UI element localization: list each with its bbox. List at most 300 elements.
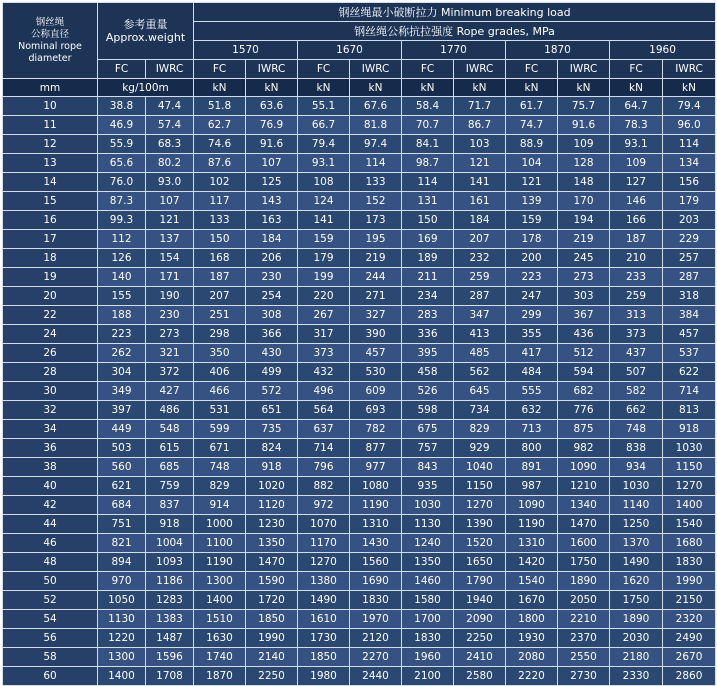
value-cell: 1080	[350, 477, 402, 496]
value-cell: 219	[350, 249, 402, 268]
diameter-cell: 12	[3, 135, 98, 154]
value-cell: 397	[98, 401, 146, 420]
value-cell: 1610	[298, 610, 350, 629]
value-cell: 1030	[663, 439, 716, 458]
value-cell: 287	[663, 268, 716, 287]
value-cell: 88.9	[506, 135, 558, 154]
table-row	[3, 477, 716, 496]
value-cell: 759	[146, 477, 194, 496]
value-cell: 230	[146, 306, 194, 325]
value-cell: 430	[246, 344, 298, 363]
value-cell: 693	[350, 401, 402, 420]
value-cell: 190	[146, 287, 194, 306]
value-cell: 189	[402, 249, 454, 268]
rope-grades-header: 钢丝绳公称抗拉强度 Rope grades, MPa	[194, 22, 716, 41]
value-cell: 317	[298, 325, 350, 344]
table-row	[3, 325, 716, 344]
table-row	[3, 401, 716, 420]
value-cell: 1030	[402, 496, 454, 515]
table-header	[3, 3, 716, 97]
unit-kn: kN	[402, 79, 454, 97]
value-cell: 93.0	[146, 173, 194, 192]
value-cell: 109	[610, 154, 663, 173]
table-row	[3, 553, 716, 572]
value-cell: 2150	[663, 591, 716, 610]
value-cell: 829	[454, 420, 506, 439]
diameter-cell: 34	[3, 420, 98, 439]
value-cell: 432	[298, 363, 350, 382]
value-cell: 838	[610, 439, 663, 458]
value-cell: 71.7	[454, 97, 506, 116]
value-cell: 146	[610, 192, 663, 211]
value-cell: 220	[298, 287, 350, 306]
unit-kn: kN	[350, 79, 402, 97]
value-cell: 1100	[194, 534, 246, 553]
value-cell: 121	[506, 173, 558, 192]
value-cell: 87.3	[98, 192, 146, 211]
value-cell: 168	[194, 249, 246, 268]
diameter-en-line1: Nominal rope	[18, 40, 82, 52]
table-row	[3, 173, 716, 192]
value-cell: 622	[663, 363, 716, 382]
value-cell: 1600	[558, 534, 610, 553]
value-cell: 117	[194, 192, 246, 211]
value-cell: 55.1	[298, 97, 350, 116]
grade-1670: 1670	[298, 41, 402, 60]
value-cell: 1510	[194, 610, 246, 629]
diameter-cell: 52	[3, 591, 98, 610]
value-cell: 2210	[558, 610, 610, 629]
value-cell: 321	[146, 344, 194, 363]
value-cell: 714	[663, 382, 716, 401]
weight-en: Approx.weight	[105, 31, 186, 44]
value-cell: 62.7	[194, 116, 246, 135]
value-cell: 188	[98, 306, 146, 325]
value-cell: 484	[506, 363, 558, 382]
value-cell: 564	[298, 401, 350, 420]
value-cell: 38.8	[98, 97, 146, 116]
value-cell: 184	[246, 230, 298, 249]
value-cell: 1490	[610, 553, 663, 572]
table-row	[3, 97, 716, 116]
value-cell: 93.1	[298, 154, 350, 173]
value-cell: 2860	[663, 667, 716, 686]
value-cell: 65.6	[98, 154, 146, 173]
value-cell: 1170	[298, 534, 350, 553]
diameter-cn-line2: 公称直径	[30, 28, 69, 40]
value-cell: 748	[610, 420, 663, 439]
value-cell: 1020	[246, 477, 298, 496]
value-cell: 1590	[246, 572, 298, 591]
value-cell: 651	[246, 401, 298, 420]
value-cell: 1190	[350, 496, 402, 515]
value-cell: 80.2	[146, 154, 194, 173]
value-cell: 2050	[558, 591, 610, 610]
value-cell: 210	[610, 249, 663, 268]
value-cell: 982	[558, 439, 610, 458]
diameter-cell: 30	[3, 382, 98, 401]
diameter-cell: 13	[3, 154, 98, 173]
value-cell: 63.6	[246, 97, 298, 116]
value-cell: 303	[558, 287, 610, 306]
value-cell: 327	[350, 306, 402, 325]
value-cell: 103	[454, 135, 506, 154]
value-cell: 934	[610, 458, 663, 477]
unit-kn: kN	[506, 79, 558, 97]
value-cell: 503	[98, 439, 146, 458]
value-cell: 207	[454, 230, 506, 249]
value-cell: 918	[663, 420, 716, 439]
value-cell: 206	[246, 249, 298, 268]
value-cell: 70.7	[402, 116, 454, 135]
value-cell: 918	[146, 515, 194, 534]
value-cell: 156	[663, 173, 716, 192]
value-cell: 1708	[146, 667, 194, 686]
value-cell: 232	[454, 249, 506, 268]
value-cell: 457	[350, 344, 402, 363]
unit-kn: kN	[246, 79, 298, 97]
value-cell: 91.6	[558, 116, 610, 135]
value-cell: 970	[98, 572, 146, 591]
value-cell: 413	[454, 325, 506, 344]
value-cell: 1130	[98, 610, 146, 629]
value-cell: 1390	[454, 515, 506, 534]
value-cell: 234	[402, 287, 454, 306]
diameter-cell: 20	[3, 287, 98, 306]
value-cell: 1420	[506, 553, 558, 572]
value-cell: 78.3	[610, 116, 663, 135]
value-cell: 1740	[194, 648, 246, 667]
value-cell: 1004	[146, 534, 194, 553]
value-cell: 757	[402, 439, 454, 458]
value-cell: 599	[194, 420, 246, 439]
value-cell: 1620	[610, 572, 663, 591]
value-cell: 1460	[402, 572, 454, 591]
value-cell: 259	[454, 268, 506, 287]
diameter-cell: 14	[3, 173, 98, 192]
value-cell: 271	[350, 287, 402, 306]
diameter-cell: 19	[3, 268, 98, 287]
value-cell: 560	[98, 458, 146, 477]
value-cell: 64.7	[610, 97, 663, 116]
diameter-cell: 40	[3, 477, 98, 496]
value-cell: 671	[194, 439, 246, 458]
diameter-cell: 17	[3, 230, 98, 249]
value-cell: 1400	[663, 496, 716, 515]
value-cell: 466	[194, 382, 246, 401]
value-cell: 244	[350, 268, 402, 287]
value-cell: 1630	[194, 629, 246, 648]
diameter-cell: 46	[3, 534, 98, 553]
value-cell: 837	[146, 496, 194, 515]
value-cell: 87.6	[194, 154, 246, 173]
value-cell: 598	[402, 401, 454, 420]
value-cell: 390	[350, 325, 402, 344]
value-cell: 1430	[350, 534, 402, 553]
value-cell: 1340	[558, 496, 610, 515]
value-cell: 308	[246, 306, 298, 325]
value-cell: 1700	[402, 610, 454, 629]
value-cell: 350	[194, 344, 246, 363]
value-cell: 199	[298, 268, 350, 287]
g1870-fc-label: FC	[506, 60, 558, 79]
value-cell: 987	[506, 477, 558, 496]
value-cell: 1050	[98, 591, 146, 610]
value-cell: 141	[454, 173, 506, 192]
table-row	[3, 287, 716, 306]
value-cell: 1690	[350, 572, 402, 591]
value-cell: 262	[98, 344, 146, 363]
value-cell: 1980	[298, 667, 350, 686]
table-row	[3, 344, 716, 363]
value-cell: 223	[98, 325, 146, 344]
value-cell: 496	[298, 382, 350, 401]
value-cell: 1270	[454, 496, 506, 515]
value-cell: 1380	[298, 572, 350, 591]
value-cell: 372	[146, 363, 194, 382]
value-cell: 2250	[454, 629, 506, 648]
value-cell: 1560	[350, 553, 402, 572]
diameter-cell: 44	[3, 515, 98, 534]
grade-1960: 1960	[610, 41, 716, 60]
value-cell: 67.6	[350, 97, 402, 116]
table-row	[3, 610, 716, 629]
table-row	[3, 363, 716, 382]
value-cell: 395	[402, 344, 454, 363]
value-cell: 74.7	[506, 116, 558, 135]
value-cell: 148	[558, 173, 610, 192]
table-body	[3, 97, 716, 686]
value-cell: 1040	[454, 458, 506, 477]
value-cell: 1186	[146, 572, 194, 591]
value-cell: 1090	[558, 458, 610, 477]
value-cell: 1000	[194, 515, 246, 534]
value-cell: 458	[402, 363, 454, 382]
value-cell: 336	[402, 325, 454, 344]
value-cell: 347	[454, 306, 506, 325]
value-cell: 91.6	[246, 135, 298, 154]
diameter-cell: 38	[3, 458, 98, 477]
value-cell: 155	[98, 287, 146, 306]
value-cell: 373	[298, 344, 350, 363]
value-cell: 2140	[246, 648, 298, 667]
value-cell: 555	[506, 382, 558, 401]
diameter-cn-line1: 钢丝绳	[35, 16, 65, 28]
value-cell: 187	[194, 268, 246, 287]
value-cell: 1093	[146, 553, 194, 572]
value-cell: 1250	[610, 515, 663, 534]
g1670-iwrc-label: IWRC	[350, 60, 402, 79]
value-cell: 211	[402, 268, 454, 287]
unit-kn: kN	[194, 79, 246, 97]
value-cell: 526	[402, 382, 454, 401]
value-cell: 2030	[610, 629, 663, 648]
value-cell: 1800	[506, 610, 558, 629]
value-cell: 169	[402, 230, 454, 249]
value-cell: 427	[146, 382, 194, 401]
value-cell: 2180	[610, 648, 663, 667]
table-row	[3, 439, 716, 458]
value-cell: 1750	[558, 553, 610, 572]
value-cell: 114	[402, 173, 454, 192]
value-cell: 562	[454, 363, 506, 382]
value-cell: 267	[298, 306, 350, 325]
value-cell: 824	[246, 439, 298, 458]
value-cell: 102	[194, 173, 246, 192]
value-cell: 1150	[454, 477, 506, 496]
value-cell: 230	[246, 268, 298, 287]
value-cell: 2080	[506, 648, 558, 667]
value-cell: 257	[663, 249, 716, 268]
value-cell: 1070	[298, 515, 350, 534]
value-cell: 107	[146, 192, 194, 211]
value-cell: 1350	[246, 534, 298, 553]
diameter-cell: 10	[3, 97, 98, 116]
value-cell: 662	[610, 401, 663, 420]
value-cell: 1120	[246, 496, 298, 515]
value-cell: 935	[402, 477, 454, 496]
value-cell: 98.7	[402, 154, 454, 173]
value-cell: 1270	[298, 553, 350, 572]
value-cell: 61.7	[506, 97, 558, 116]
value-cell: 1310	[350, 515, 402, 534]
value-cell: 251	[194, 306, 246, 325]
value-cell: 283	[402, 306, 454, 325]
table-row	[3, 249, 716, 268]
value-cell: 632	[506, 401, 558, 420]
value-cell: 57.4	[146, 116, 194, 135]
value-cell: 1670	[506, 591, 558, 610]
value-cell: 79.4	[298, 135, 350, 154]
value-cell: 537	[663, 344, 716, 363]
value-cell: 247	[506, 287, 558, 306]
value-cell: 406	[194, 363, 246, 382]
value-cell: 2250	[246, 667, 298, 686]
value-cell: 46.9	[98, 116, 146, 135]
unit-weight: kg/100m	[98, 79, 194, 97]
value-cell: 1190	[506, 515, 558, 534]
value-cell: 66.7	[298, 116, 350, 135]
value-cell: 55.9	[98, 135, 146, 154]
value-cell: 298	[194, 325, 246, 344]
value-cell: 179	[298, 249, 350, 268]
value-cell: 457	[663, 325, 716, 344]
value-cell: 139	[506, 192, 558, 211]
table-row	[3, 534, 716, 553]
value-cell: 582	[610, 382, 663, 401]
table-row	[3, 648, 716, 667]
value-cell: 1730	[298, 629, 350, 648]
value-cell: 675	[402, 420, 454, 439]
value-cell: 171	[146, 268, 194, 287]
value-cell: 1596	[146, 648, 194, 667]
value-cell: 796	[298, 458, 350, 477]
value-cell: 2370	[558, 629, 610, 648]
value-cell: 200	[506, 249, 558, 268]
value-cell: 1830	[350, 591, 402, 610]
table-row	[3, 629, 716, 648]
value-cell: 1350	[402, 553, 454, 572]
unit-kn: kN	[663, 79, 716, 97]
value-cell: 2120	[350, 629, 402, 648]
value-cell: 127	[610, 173, 663, 192]
value-cell: 972	[298, 496, 350, 515]
table-row	[3, 515, 716, 534]
value-cell: 273	[146, 325, 194, 344]
value-cell: 366	[246, 325, 298, 344]
value-cell: 751	[98, 515, 146, 534]
value-cell: 161	[454, 192, 506, 211]
value-cell: 486	[146, 401, 194, 420]
diameter-cell: 60	[3, 667, 98, 686]
value-cell: 1540	[663, 515, 716, 534]
g1570-fc-label: FC	[194, 60, 246, 79]
value-cell: 530	[350, 363, 402, 382]
unit-kn: kN	[454, 79, 506, 97]
value-cell: 1850	[246, 610, 298, 629]
value-cell: 154	[146, 249, 194, 268]
table-row	[3, 382, 716, 401]
diameter-cell: 56	[3, 629, 98, 648]
table-row	[3, 458, 716, 477]
value-cell: 313	[610, 306, 663, 325]
value-cell: 1850	[298, 648, 350, 667]
value-cell: 1130	[402, 515, 454, 534]
value-cell: 96.0	[663, 116, 716, 135]
diameter-cell: 58	[3, 648, 98, 667]
value-cell: 207	[194, 287, 246, 306]
g1960-fc-label: FC	[610, 60, 663, 79]
value-cell: 121	[454, 154, 506, 173]
value-cell: 170	[558, 192, 610, 211]
value-cell: 977	[350, 458, 402, 477]
value-cell: 2410	[454, 648, 506, 667]
value-cell: 304	[98, 363, 146, 382]
value-cell: 829	[194, 477, 246, 496]
value-cell: 1890	[558, 572, 610, 591]
value-cell: 507	[610, 363, 663, 382]
value-cell: 299	[506, 306, 558, 325]
value-cell: 126	[98, 249, 146, 268]
value-cell: 1310	[506, 534, 558, 553]
value-cell: 1210	[558, 477, 610, 496]
value-cell: 2580	[454, 667, 506, 686]
table-row	[3, 154, 716, 173]
value-cell: 173	[350, 211, 402, 230]
value-cell: 1487	[146, 629, 194, 648]
value-cell: 1940	[454, 591, 506, 610]
value-cell: 813	[663, 401, 716, 420]
value-cell: 918	[246, 458, 298, 477]
value-cell: 84.1	[402, 135, 454, 154]
value-cell: 259	[610, 287, 663, 306]
value-cell: 914	[194, 496, 246, 515]
value-cell: 748	[194, 458, 246, 477]
value-cell: 821	[98, 534, 146, 553]
value-cell: 875	[558, 420, 610, 439]
table-row	[3, 496, 716, 515]
value-cell: 121	[146, 211, 194, 230]
value-cell: 184	[454, 211, 506, 230]
table-row	[3, 572, 716, 591]
value-cell: 734	[454, 401, 506, 420]
value-cell: 1240	[402, 534, 454, 553]
unit-kn: kN	[298, 79, 350, 97]
weight-fc-label: FC	[98, 60, 146, 79]
value-cell: 615	[146, 439, 194, 458]
value-cell: 124	[298, 192, 350, 211]
value-cell: 1140	[610, 496, 663, 515]
